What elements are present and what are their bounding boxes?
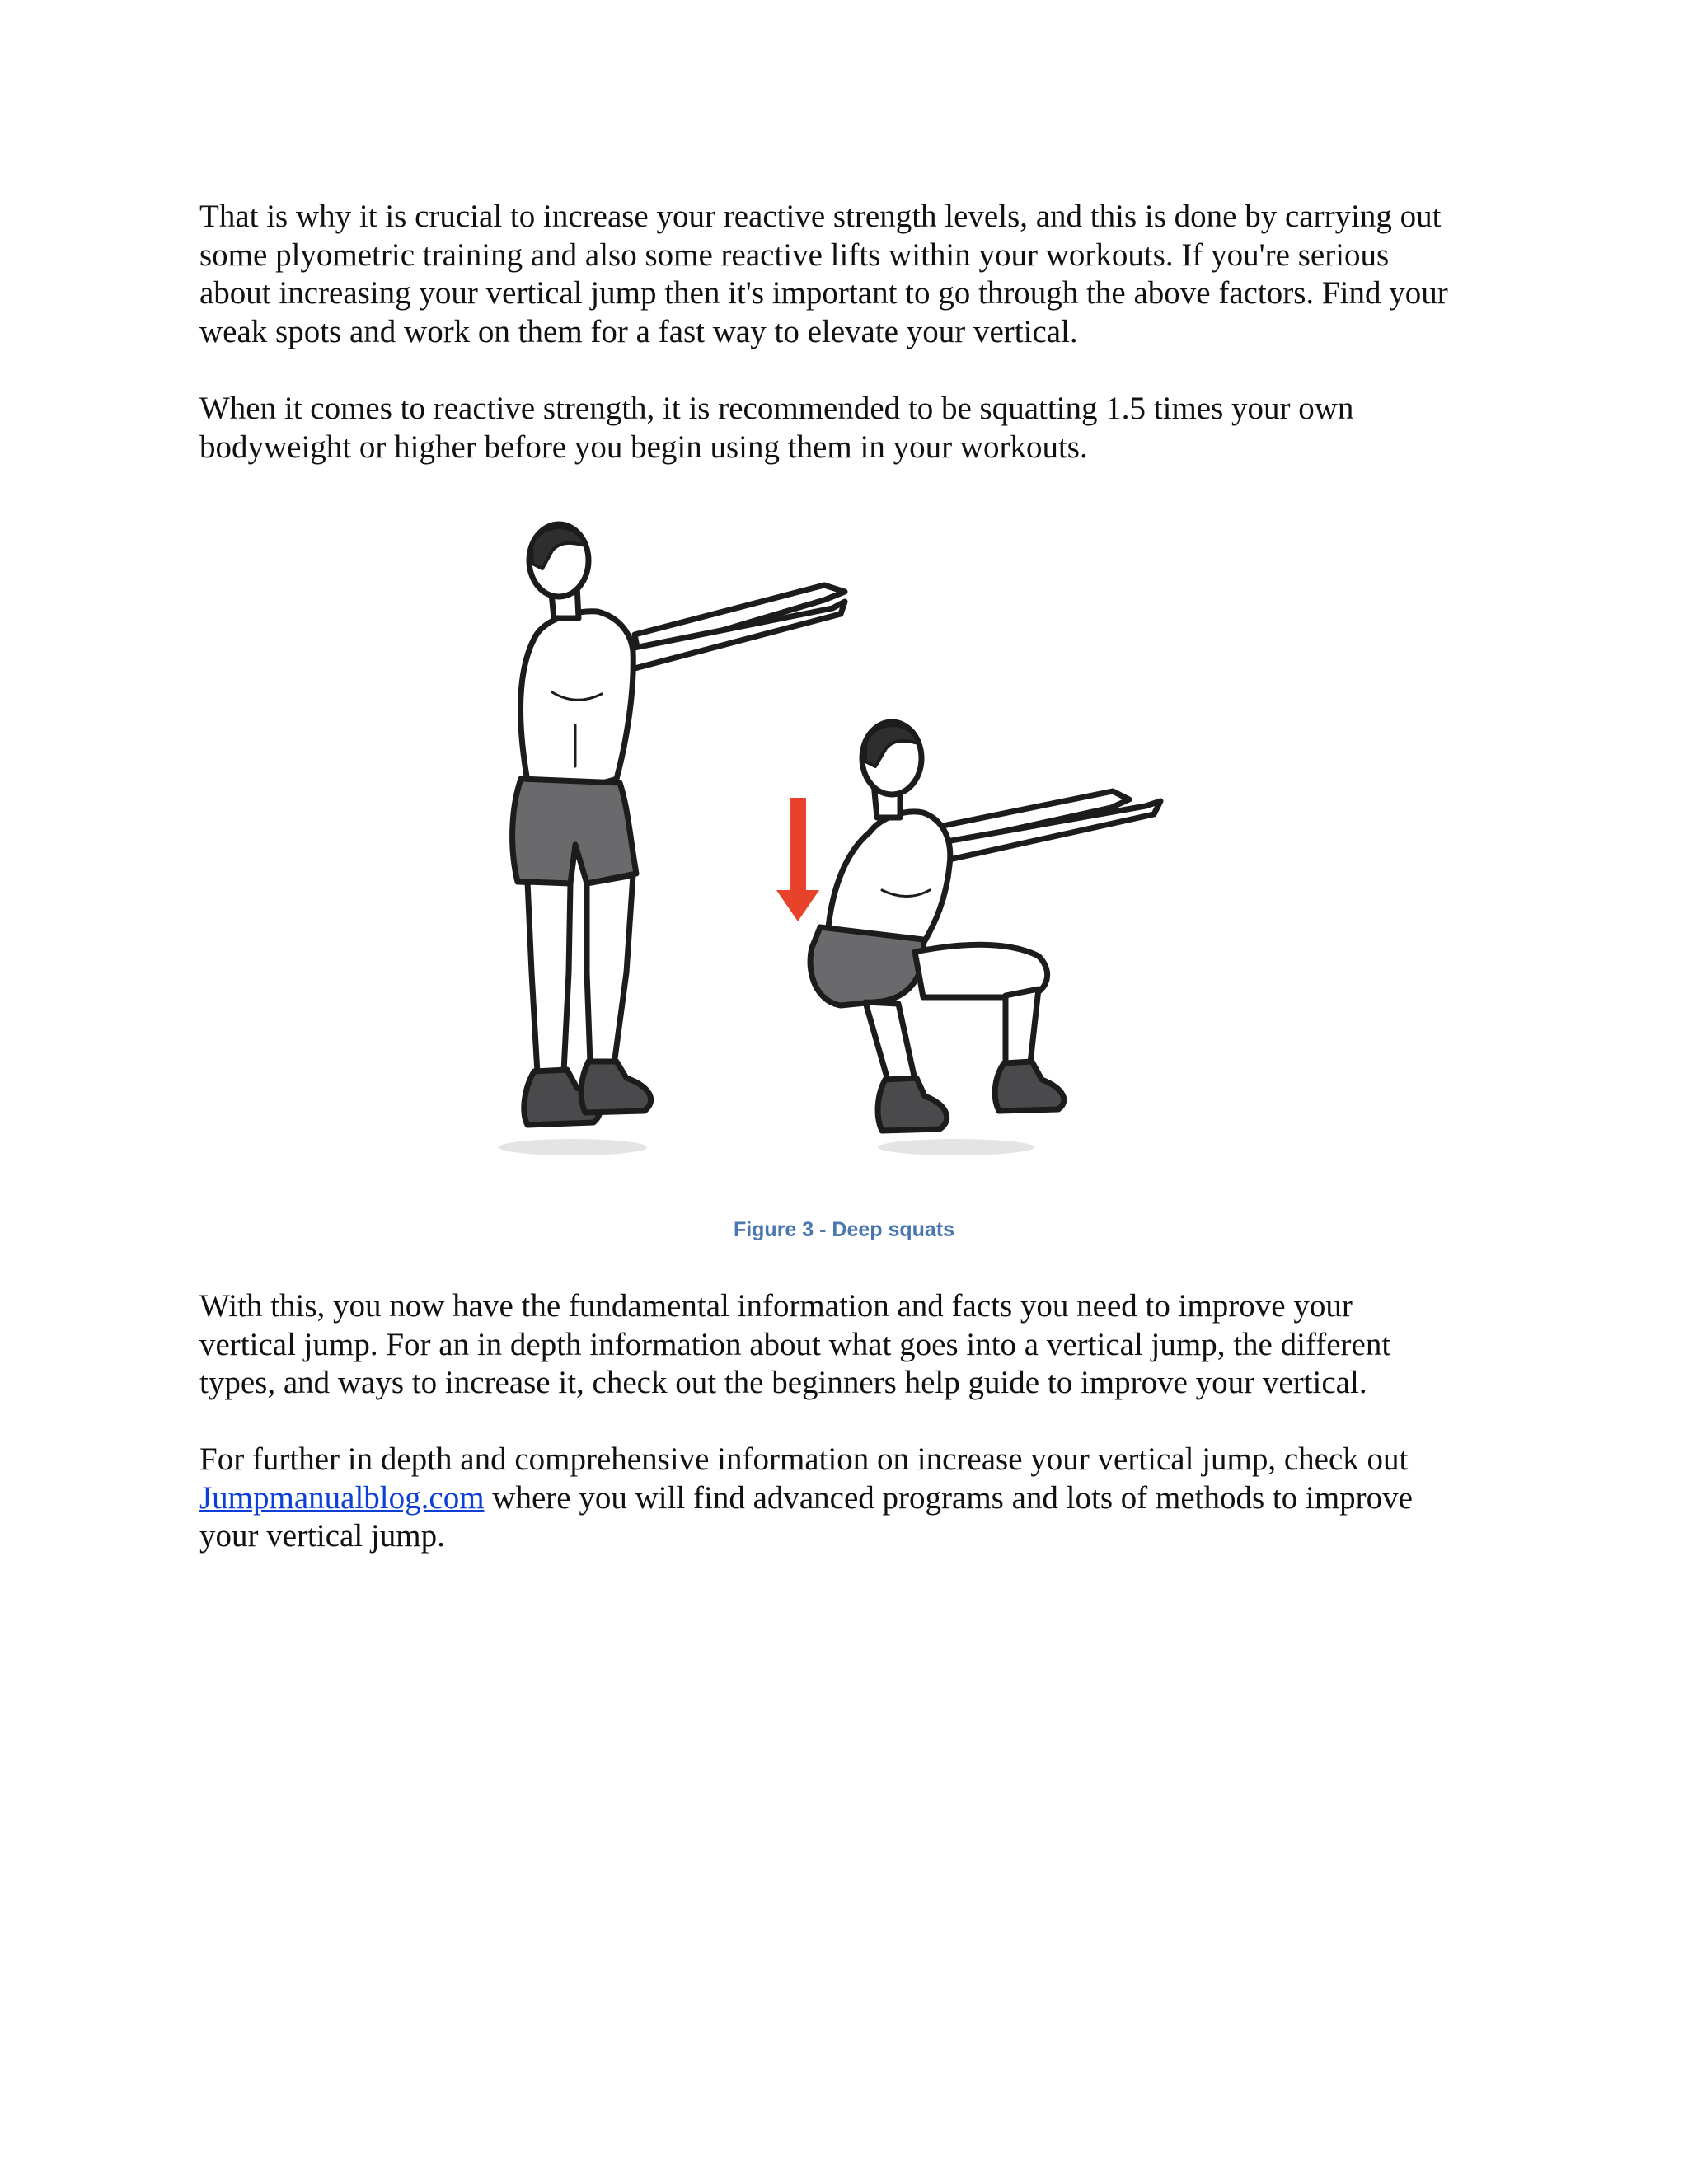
paragraph-summary	[199, 1287, 1502, 1403]
ground-shadow	[499, 1139, 647, 1155]
text-line: some plyometric training and also some reactive lifts within your workouts. If you're serious	[199, 237, 1390, 273]
text-line: That is why it is crucial to increase your reactive strength levels, and this is done by carrying out	[199, 199, 1442, 234]
text-line: With this, you now have the fundamental information and facts you need to improve your	[199, 1288, 1353, 1324]
squat-figure-svg	[495, 511, 1203, 1162]
text-line: weak spots and work on them for a fast way to elevate your vertical.	[199, 313, 1078, 349]
deep-squat-illustration	[495, 511, 1203, 1162]
jumpmanualblog-link[interactable]: Jumpmanualblog.com	[199, 1479, 485, 1516]
paragraph-reactive-strength	[199, 198, 1502, 351]
text-line	[199, 1479, 1502, 1518]
figure-caption: Figure 3 - Deep squats	[733, 1218, 955, 1241]
text-line: For further in depth and comprehensive information on increase your vertical jump, check out	[199, 1441, 1409, 1477]
paragraph-squat-recommendation	[199, 390, 1502, 466]
paragraph-further-info	[199, 1441, 1502, 1556]
downward-arrow-icon	[776, 798, 819, 921]
squatting-figure	[810, 722, 1160, 1131]
text-line: about increasing your vertical jump then it's important to go through the above factors. Find your	[199, 275, 1448, 311]
text-line: types, and ways to increase it, check out the beginners help guide to improve your vertical.	[199, 1365, 1367, 1400]
ground-shadow	[878, 1139, 1034, 1155]
text-line: your vertical jump.	[199, 1518, 445, 1554]
text-line: When it comes to reactive strength, it is recommended to be squatting 1.5 times your own	[199, 391, 1354, 426]
text-line: vertical jump. For an in depth information about what goes into a vertical jump, the different	[199, 1326, 1391, 1362]
text-line: bodyweight or higher before you begin using them in your workouts.	[199, 429, 1088, 465]
text-segment: where you will find advanced programs and lots of methods to improve	[484, 1479, 1413, 1516]
